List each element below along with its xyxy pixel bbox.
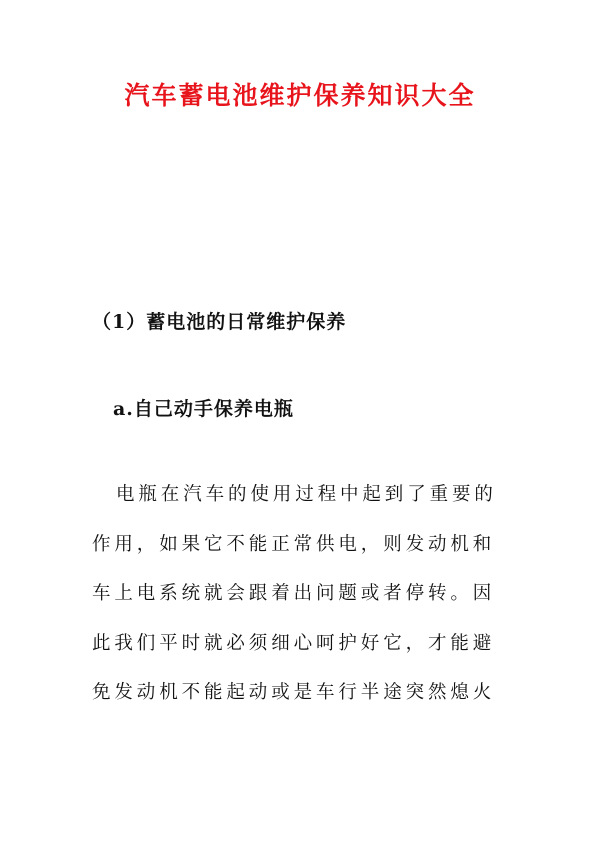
document-title: 汽车蓄电池维护保养知识大全	[124, 81, 476, 110]
paragraph-line: 车上电系统就会跟着出问题或者停转。因	[92, 583, 496, 604]
paragraph-line: 此我们平时就必须细心呵护好它，才能避	[92, 632, 496, 654]
body-paragraph	[92, 481, 512, 729]
sub-heading: a.自己动手保养电瓶	[113, 398, 294, 420]
paragraph-line: 作用，如果它不能正常供电，则发动机和	[92, 533, 496, 555]
paragraph-line: 电瓶在汽车的使用过程中起到了重要的	[116, 484, 497, 505]
section-heading: （1）蓄电池的日常维护保养	[92, 311, 347, 333]
paragraph-line: 免发动机不能起动或是车行半途突然熄火	[92, 682, 496, 703]
